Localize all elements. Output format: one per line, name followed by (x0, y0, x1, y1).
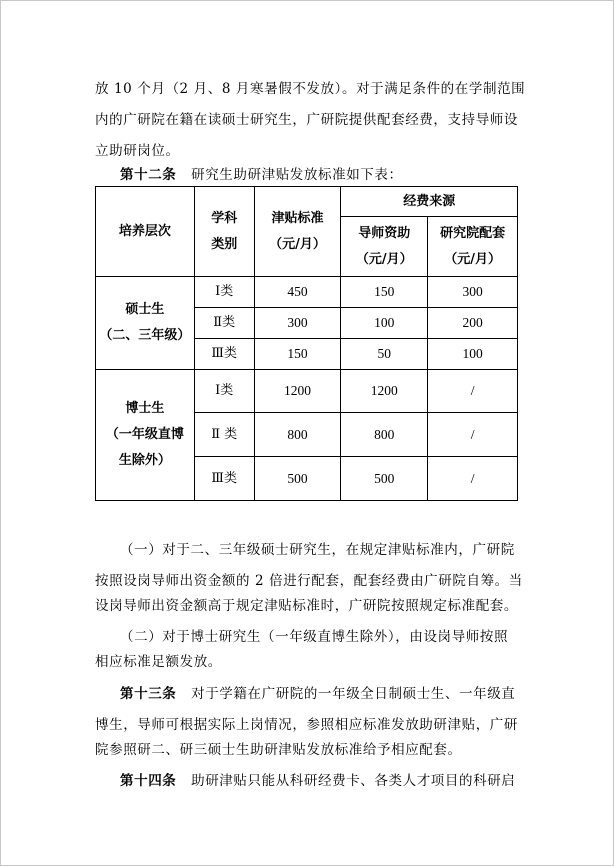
article-14-line (120, 772, 515, 790)
cell-category: Ⅰ类 (194, 370, 254, 413)
paragraph-line: 设岗导师出资金额高于规定津贴标准时，广研院按照规定标准配套。 (95, 598, 518, 614)
article-text: 研究生助研津贴发放标准如下表： (191, 167, 403, 183)
cell-advisor: 1200 (341, 370, 428, 413)
cell-institute: 100 (428, 339, 518, 370)
article-text: 助研津贴只能从科研经费卡、各类人才项目的科研启 (191, 773, 516, 789)
paragraph-line: 放 10 个月（2 月、8 月寒暑假不发放）。对于满足条件的在学制范围 (95, 81, 526, 97)
table-row (96, 277, 518, 308)
level-master: 硕士生 （二、三年级） (96, 277, 195, 370)
cell-standard: 800 (254, 413, 341, 457)
cell-standard: 300 (254, 308, 341, 339)
article-label: 第十三条 (120, 686, 177, 702)
cell-institute: / (428, 413, 518, 457)
article-13-line (120, 685, 515, 703)
article-label: 第十四条 (120, 773, 177, 789)
header-institute: 研究院配套 （元/月） (428, 217, 518, 277)
header-level: 培养层次 (96, 187, 195, 277)
cell-institute: 300 (428, 277, 518, 308)
cell-institute: / (428, 457, 518, 501)
paragraph-line: 相应标准足额发放。 (95, 654, 222, 670)
cell-standard: 450 (254, 277, 341, 308)
cell-advisor: 150 (341, 277, 428, 308)
paragraph-line: 内的广研院在籍在读硕士研究生，广研院提供配套经费，支持导师设 (95, 112, 518, 128)
paragraph-line: （二）对于博士研究生（一年级直博生除外），由设岗导师按照 (120, 629, 509, 645)
cell-standard: 500 (254, 457, 341, 501)
level-doctor: 博士生 （一年级直博 生除外） (96, 370, 195, 501)
paragraph-line: （一）对于二、三年级硕士研究生，在规定津贴标准内，广研院 (120, 542, 515, 558)
header-category: 学科 类别 (194, 187, 254, 277)
cell-advisor: 500 (341, 457, 428, 501)
cell-advisor: 50 (341, 339, 428, 370)
paragraph-line: 院参照研二、研三硕士生助研津贴发放标准给予相应配套。 (95, 742, 462, 758)
paragraph-line: 按照设岗导师出资金额的 2 倍进行配套，配套经费由广研院自筹。当 (95, 573, 523, 589)
cell-category: Ⅲ类 (194, 457, 254, 501)
cell-category: Ⅲ类 (194, 339, 254, 370)
cell-category: Ⅱ类 (194, 308, 254, 339)
table-row (96, 370, 518, 413)
header-advisor: 导师资助 （元/月） (341, 217, 428, 277)
cell-category: Ⅰ类 (194, 277, 254, 308)
header-standard: 津贴标准 （元/月） (254, 187, 341, 277)
paragraph-line: 立助研岗位。 (95, 143, 180, 159)
cell-standard: 150 (254, 339, 341, 370)
cell-advisor: 100 (341, 308, 428, 339)
cell-category: Ⅱ 类 (194, 413, 254, 457)
paragraph-line: 博生，导师可根据实际上岗情况，参照相应标准发放助研津贴，广研 (95, 717, 518, 733)
article-text: 对于学籍在广研院的一年级全日制硕士生、一年级直 (191, 686, 516, 702)
cell-institute: / (428, 370, 518, 413)
cell-advisor: 800 (341, 413, 428, 457)
cell-standard: 1200 (254, 370, 341, 413)
article-12-heading (120, 166, 403, 184)
header-source: 经费来源 (341, 187, 518, 217)
cell-institute: 200 (428, 308, 518, 339)
allowance-table (95, 186, 518, 501)
article-label: 第十二条 (120, 167, 177, 183)
